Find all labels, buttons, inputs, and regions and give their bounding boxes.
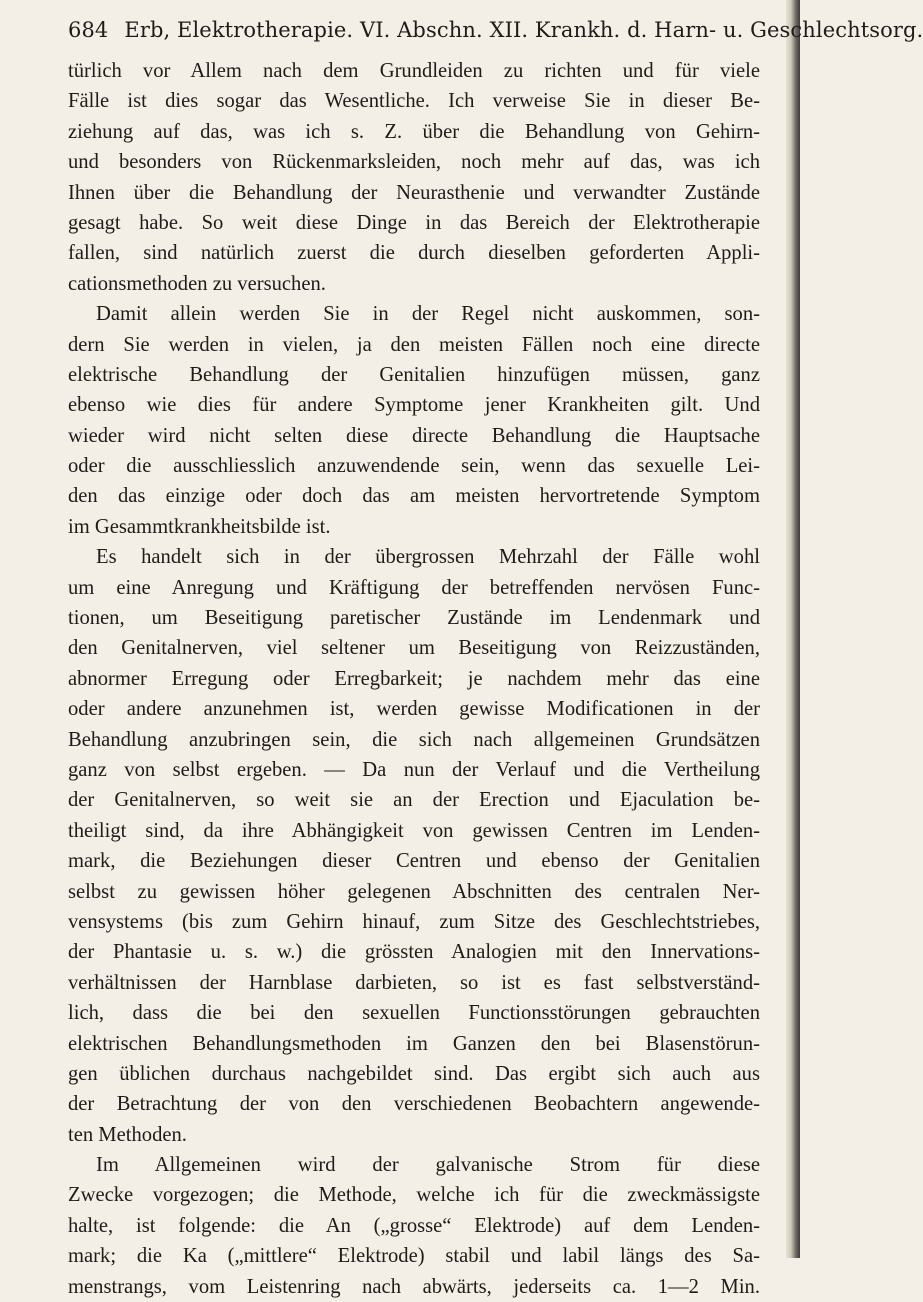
- text-line: gen üblichen durchaus nachgebildet sind. Das ergibt sich auch aus: [68, 1062, 760, 1085]
- text-line: oder andere anzunehmen ist, werden gewisse Modificationen in der: [68, 698, 760, 721]
- text-line: der Betrachtung der von den verschiedenen Beobachtern angewende-: [68, 1093, 760, 1116]
- text-line: halte, ist folgende: die An („grosse“ Elektrode) auf dem Lenden-: [68, 1214, 760, 1237]
- text-line: theiligt sind, da ihre Abhängigkeit von gewissen Centren im Lenden-: [68, 819, 760, 842]
- text-line: Ihnen über die Behandlung der Neurasthenie und verwandter Zustände: [68, 181, 760, 204]
- text-line: den das einzige oder doch das am meisten hervortretende Symptom: [68, 485, 760, 508]
- text-line: im Gesammtkrankheitsbilde ist.: [68, 515, 331, 538]
- text-line: tionen, um Beseitigung paretischer Zustände im Lendenmark und: [68, 607, 760, 630]
- text-line: abnormer Erregung oder Erregbarkeit; je nachdem mehr das eine: [68, 667, 760, 690]
- text-line: Es handelt sich in der übergrossen Mehrzahl der Fälle wohl: [96, 546, 760, 569]
- text-line: ziehung auf das, was ich s. Z. über die Behandlung von Gehirn-: [68, 120, 760, 143]
- text-line: türlich vor Allem nach dem Grundleiden zu richten und für viele: [68, 60, 760, 82]
- text-line: wieder wird nicht selten diese directe Behandlung die Hauptsache: [68, 424, 760, 447]
- text-line: mark, die Beziehungen dieser Centren und ebenso der Genitalien: [68, 850, 760, 873]
- page-number: 684: [68, 18, 109, 42]
- page-edge-shadow: [786, 0, 800, 1258]
- text-line: gesagt habe. So weit diese Dinge in das Bereich der Elektrotherapie: [68, 211, 760, 234]
- text-line: der Phantasie u. s. w.) die grössten Analogien mit den Innervations-: [68, 941, 760, 964]
- text-line: Fälle ist dies sogar das Wesentliche. Ich verweise Sie in dieser Be-: [68, 90, 760, 113]
- text-line: den Genitalnerven, viel seltener um Beseitigung von Reizzuständen,: [68, 637, 760, 660]
- text-line: um eine Anregung und Kräftigung der betreffenden nervösen Func-: [68, 576, 760, 599]
- text-line: selbst zu gewissen höher gelegenen Abschnitten des centralen Ner-: [68, 880, 760, 903]
- text-line: oder die ausschliesslich anzuwendende sein, wenn das sexuelle Lei-: [68, 455, 760, 478]
- text-line: elektrische Behandlung der Genitalien hinzufügen müssen, ganz: [68, 363, 760, 386]
- running-title: Erb, Elektrotherapie. VI. Abschn. XII. Krankh. d. Harn- u. Geschlechtsorg.: [124, 18, 923, 42]
- text-line: und besonders von Rückenmarksleiden, noch mehr auf das, was ich: [68, 151, 760, 174]
- text-line: mark; die Ka („mittlere“ Elektrode) stabil und labil längs des Sa-: [68, 1245, 760, 1268]
- text-line: der Genitalnerven, so weit sie an der Erection und Ejaculation be-: [68, 789, 760, 812]
- text-line: fallen, sind natürlich zuerst die durch dieselben geforderten Appli-: [68, 242, 760, 265]
- text-line: menstrangs, vom Leistenring nach abwärts, jederseits ca. 1—2 Min.: [68, 1275, 760, 1298]
- text-line: Im Allgemeinen wird der galvanische Strom für diese: [96, 1154, 760, 1177]
- text-line: dern Sie werden in vielen, ja den meisten Fällen noch eine directe: [68, 333, 760, 356]
- text-line: vensystems (bis zum Gehirn hinauf, zum Sitze des Geschlechtstriebes,: [68, 910, 760, 933]
- text-line: Behandlung anzubringen sein, die sich nach allgemeinen Grundsätzen: [68, 728, 760, 751]
- text-line: elektrischen Behandlungsmethoden im Ganzen den bei Blasenstörun-: [68, 1032, 760, 1055]
- text-line: Zwecke vorgezogen; die Methode, welche ich für die zweckmässigste: [68, 1184, 760, 1207]
- text-line: ten Methoden.: [68, 1123, 187, 1146]
- text-line: Damit allein werden Sie in der Regel nicht auskommen, son-: [96, 303, 760, 326]
- text-line: lich, dass die bei den sexuellen Functionsstörungen gebrauchten: [68, 1002, 760, 1025]
- text-line: ebenso wie dies für andere Symptome jener Krankheiten gilt. Und: [68, 394, 760, 417]
- running-header: [68, 18, 923, 42]
- body-text: [68, 56, 760, 1302]
- text-line: verhältnissen der Harnblase darbieten, so ist es fast selbstverständ-: [68, 971, 760, 994]
- text-line: cationsmethoden zu versuchen.: [68, 272, 326, 295]
- text-line: ganz von selbst ergeben. — Da nun der Verlauf und die Vertheilung: [68, 758, 760, 781]
